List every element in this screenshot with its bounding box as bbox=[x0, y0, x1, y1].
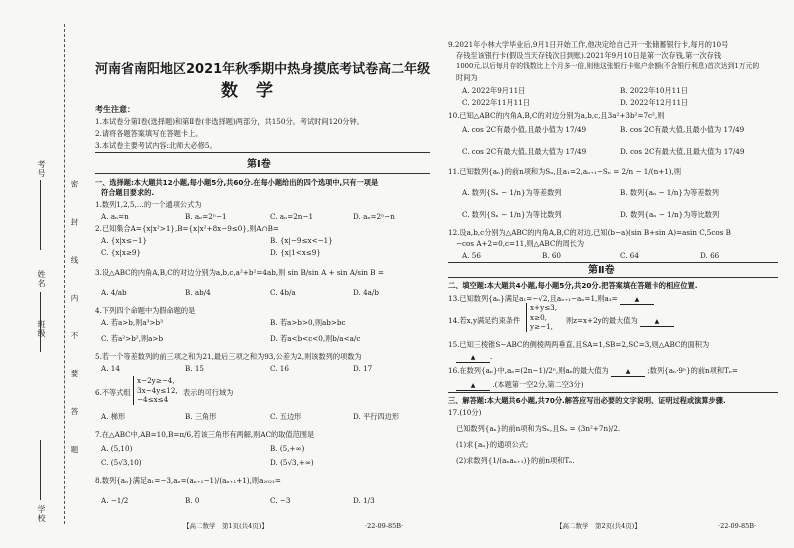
q14-answer-blank bbox=[640, 316, 674, 327]
footer-code: ·22-09-85B· bbox=[718, 522, 757, 530]
q16-answer-blank-1 bbox=[611, 366, 645, 377]
question-5: 5.若一个等差数列的前三项之和为21,最后三项之和为93,公差为2,则该数列的项数为 bbox=[95, 352, 362, 361]
question-8: 8.数列{aₙ}满足a₁=−3,aₙ=(aₙ₊₁−1)/(aₙ₊₁+1),则a₂₀₂₁= bbox=[95, 476, 281, 485]
q10-option-b: B. cos 2C有最大值,且最小值为 17/49 bbox=[620, 125, 745, 134]
notice-line: 1.本试卷分第Ⅰ卷(选择题)和第Ⅱ卷(非选择题)两部分，共150分。考试时间120分钟。 bbox=[95, 117, 364, 126]
notice-line: 2.请将各题答案填写在答题卡上。 bbox=[95, 129, 203, 138]
q8-option-d: D. 1/3 bbox=[353, 496, 375, 505]
q6-option-a: A. 梯形 bbox=[101, 412, 126, 421]
q9-option-c: C. 2022年11月11日 bbox=[462, 98, 530, 107]
q14-ineq: x≥0, bbox=[530, 312, 547, 322]
q6-system bbox=[133, 376, 178, 405]
q1-option-c: C. aₙ=2n−1 bbox=[270, 212, 314, 221]
q3-option-d: D. 4a/b bbox=[353, 288, 379, 297]
q14-system bbox=[526, 303, 557, 332]
kaohao-line bbox=[40, 180, 41, 250]
question-3: 3.设△ABC的内角A,B,C的对边分别为a,b,c,a²+b²=4ab,则 sin B/sin A + sin A/sin B = bbox=[95, 268, 384, 277]
footer-code: ·22-09-85B· bbox=[365, 522, 404, 530]
q14-tail bbox=[566, 316, 674, 327]
question-7: 7.在△ABC中,AB=10,B=π/6,若该三角形有两解,则AC的取值范围是 bbox=[95, 430, 315, 439]
q6-ineq: −4≤x≤4 bbox=[137, 395, 169, 405]
q15-answer-line bbox=[456, 352, 492, 363]
q17-part-2: (2)求数列{1/(aₙaₙ₊₁)}的前n项和Tₙ. bbox=[456, 456, 575, 465]
q4-option-b: B. 若a>b>0,则ab>bc bbox=[270, 318, 346, 327]
q1-option-b: B. aₙ=2ⁿ−1 bbox=[185, 212, 227, 221]
q16-line-2 bbox=[456, 380, 584, 391]
question-9: 9.2021年小林大学毕业后,9月1日开始工作,他决定给自己开一张储蓄银行卡,每月的10号 bbox=[448, 40, 729, 49]
xuexiao-label: 学校 bbox=[37, 505, 46, 523]
q2-option-b: B. {x|−9≤x<−1} bbox=[270, 236, 333, 245]
question-4: 4.下列四个命题中为假命题的是 bbox=[95, 306, 196, 315]
seal-line bbox=[64, 24, 65, 524]
xuexiao-line bbox=[40, 440, 41, 500]
q4-option-d: D. 若a<b<c<0,则b/a<a/c bbox=[270, 334, 361, 343]
q3-option-a: A. 4/ab bbox=[101, 288, 127, 297]
subject-title: 数学 bbox=[221, 81, 291, 101]
q6-ineq: 3x−4y≤12, bbox=[137, 385, 178, 395]
q16-text: 16.在数列{aₙ}中,aₙ=(2n−1)/2ⁿ,则aₙ的最大值为 bbox=[448, 366, 609, 375]
xingming-label: 姓名 bbox=[37, 270, 46, 288]
q6-tail: 表示的可行域为 bbox=[183, 388, 234, 397]
q3-option-c: C. 4b/a bbox=[270, 288, 296, 297]
q13-text: 13.已知数列{aₙ}满足a₁=−√2,且aₙ₊₁−aₙ=1,则a₃= bbox=[448, 294, 618, 303]
q16-answer-blank-2 bbox=[456, 380, 490, 391]
q4-option-c: C. 若a²>b²,则a>b bbox=[101, 334, 164, 343]
question-2: 2.已知集合A={x|x²>1},B={x|x²+8x−9≤0},则A∩B= bbox=[95, 224, 279, 233]
q14-tail-text: 则z=x+2y的最大值为 bbox=[566, 316, 638, 325]
q12-option-b: B. 60 bbox=[542, 251, 561, 260]
part1-heading: 第Ⅰ卷 bbox=[247, 159, 271, 170]
q14-ineq: x+y≤3, bbox=[530, 303, 558, 312]
q15-answer-blank bbox=[456, 352, 493, 363]
blank-marker: ▲ bbox=[470, 382, 476, 389]
q2-option-d: D. {x|1<x≤9} bbox=[270, 248, 321, 257]
question-9-cont: 1000元,以后每月存的钱数比上个月多一倍,则他这张银行卡账户余额(不含银行利息)首次达到1万元的 bbox=[456, 62, 760, 70]
part2-heading: 第Ⅱ卷 bbox=[588, 265, 615, 276]
q10-option-c: C. cos 2C有最大值,且最大值为 17/49 bbox=[462, 147, 587, 156]
seal-warning: 密 封 线 内 不 要 答 题 bbox=[70, 180, 79, 467]
divider bbox=[95, 173, 430, 174]
question-9-cont: 存钱至该银行卡(假设当天存钱次日到账).2021年9月10日是第一次存钱,第一次存钱 bbox=[456, 51, 722, 60]
q10-option-d: D. cos 2C有最大值,且最大值为 17/49 bbox=[620, 147, 745, 156]
footer-page: 【高二数学 第2页(共4页)】 bbox=[556, 522, 641, 530]
q13-answer-blank bbox=[620, 294, 654, 305]
q12-option-c: C. 64 bbox=[620, 251, 639, 260]
q7-option-d: D. (5√3,+∞) bbox=[270, 458, 314, 467]
q2-option-a: A. {x|x≤−1} bbox=[101, 236, 148, 245]
q7-option-c: C. (5√3,10) bbox=[101, 458, 142, 467]
section2-instruction: 二、填空题:本大题共4小题,每小题5分,共20分.把答案填在答题卡的相应位置. bbox=[448, 281, 698, 290]
q2-option-c: C. {x|x≥9} bbox=[101, 248, 142, 257]
q5-option-c: C. 16 bbox=[270, 364, 289, 373]
q6-ineq: x−2y≥−4, bbox=[137, 376, 175, 385]
question-16 bbox=[448, 366, 738, 377]
q7-option-a: A. (5,10) bbox=[101, 444, 133, 453]
blank-marker: ▲ bbox=[470, 354, 476, 361]
q12-option-a: A. 56 bbox=[462, 251, 481, 260]
q6-option-d: D. 平行四边形 bbox=[353, 412, 400, 421]
kaohao-label: 考号 bbox=[37, 160, 46, 178]
q1-option-a: A. aₙ=n bbox=[101, 212, 129, 221]
question-1: 1.数列1,2,5,…的一个通项公式为 bbox=[95, 200, 202, 209]
q10-option-a: A. cos 2C有最小值,且最小值为 17/49 bbox=[462, 125, 587, 134]
blank-marker: ▲ bbox=[625, 368, 631, 375]
q9-option-b: B. 2022年10月11日 bbox=[620, 86, 688, 95]
question-12-cont: −cos A+2=0,c=11,则△ABC的周长为 bbox=[456, 239, 585, 248]
q11-option-d: D. 数列{aₙ − 1/n}为等比数列 bbox=[620, 210, 720, 219]
exam-title: 河南省南阳地区2021年秋季期中热身摸底考试卷高二年级 bbox=[95, 62, 431, 77]
question-11: 11.已知数列{aₙ}的前n项和为Sₙ,且a₁=2,aₙ₊₁−Sₙ = 2/n − 1/(n+1),则 bbox=[448, 167, 682, 176]
q12-option-d: D. 66 bbox=[700, 251, 720, 260]
q1-option-d: D. aₙ=2ⁿ−n bbox=[353, 212, 395, 221]
q8-option-a: A. −1/2 bbox=[101, 496, 129, 505]
blank-marker: ▲ bbox=[654, 318, 660, 325]
q7-option-b: B. (5,+∞) bbox=[270, 444, 305, 453]
q17-statement: 已知数列{aₙ}的前n项和为Sₙ,且Sₙ = (3n²+7n)/2. bbox=[456, 424, 621, 433]
banji-label: 班级 bbox=[37, 320, 46, 338]
q5-option-a: A. 14 bbox=[101, 364, 120, 373]
q16-tail: ;数列{aₙ·9ⁿ}的前n项和Tₙ= bbox=[647, 366, 738, 375]
binding-strip bbox=[0, 0, 88, 548]
divider bbox=[448, 277, 778, 278]
q11-option-a: A. 数列{Sₙ − 1/n}为等差数列 bbox=[462, 188, 562, 197]
divider bbox=[448, 392, 778, 393]
question-15: 15.已知三棱锥S−ABC的侧棱两两垂直,且SA=1,SB=2,SC=3,则△ABC的面积为 bbox=[448, 340, 710, 349]
q9-option-a: A. 2022年9月11日 bbox=[462, 86, 526, 95]
section1-instruction: 一、选择题:本大题共12小题,每小题5分,共60分.在每小题给出的四个选项中,只有一项是 bbox=[95, 178, 379, 187]
q3-option-b: B. ab/4 bbox=[185, 288, 211, 297]
q8-option-c: C. −3 bbox=[270, 496, 291, 505]
q9-option-d: D. 2022年12月11日 bbox=[620, 98, 689, 107]
q11-option-c: C. 数列{Sₙ − 1/n}为等比数列 bbox=[462, 210, 562, 219]
footer-page: 【高二数学 第1页(共4页)】 bbox=[183, 522, 268, 530]
question-14: 14.若x,y满足约束条件 bbox=[448, 316, 521, 325]
period: . bbox=[490, 352, 493, 361]
section1-instruction: 符合题目要求的. bbox=[101, 188, 155, 197]
question-10: 10.已知△ABC的内角A,B,C的对边分别为a,b,c,且3a²+3b²=7c²,则 bbox=[448, 111, 665, 120]
q11-option-b: B. 数列{aₙ − 1/n}为等差数列 bbox=[620, 188, 719, 197]
q17-part-1: (1)求{aₙ}的通项公式; bbox=[456, 440, 529, 449]
q5-option-b: B. 15 bbox=[185, 364, 204, 373]
notice-heading: 考生注意： bbox=[95, 105, 135, 114]
divider bbox=[95, 152, 430, 153]
q14-ineq: y≥−1, bbox=[530, 322, 553, 332]
q5-option-d: D. 17 bbox=[353, 364, 373, 373]
section3-instruction: 三、解答题:本大题共6小题,共70分.解答应写出必要的文字说明、证明过程或演算步骤. bbox=[448, 396, 726, 405]
q8-option-b: B. 0 bbox=[185, 496, 200, 505]
blank-marker: ▲ bbox=[634, 296, 640, 303]
question-17: 17.(10分) bbox=[448, 408, 482, 417]
question-12: 12.设a,b,c分别为△ABC的内角A,B,C的对边,已知(b−a)(sin B+sin A)=asin C,5cos B bbox=[448, 228, 731, 237]
divider bbox=[448, 262, 778, 263]
q6-option-c: C. 五边形 bbox=[270, 412, 302, 421]
notice-line: 3.本试卷主要考试内容:北师大必修5。 bbox=[95, 141, 217, 150]
question-6: 6.不等式组 bbox=[95, 388, 131, 397]
q4-option-a: A. 若a>b,则a³>b³ bbox=[101, 318, 163, 327]
q6-option-b: B. 三角形 bbox=[185, 412, 217, 421]
question-9-cont: 时间为 bbox=[456, 73, 478, 82]
q16-note: .(本题第一空2分,第二空3分) bbox=[492, 380, 584, 389]
